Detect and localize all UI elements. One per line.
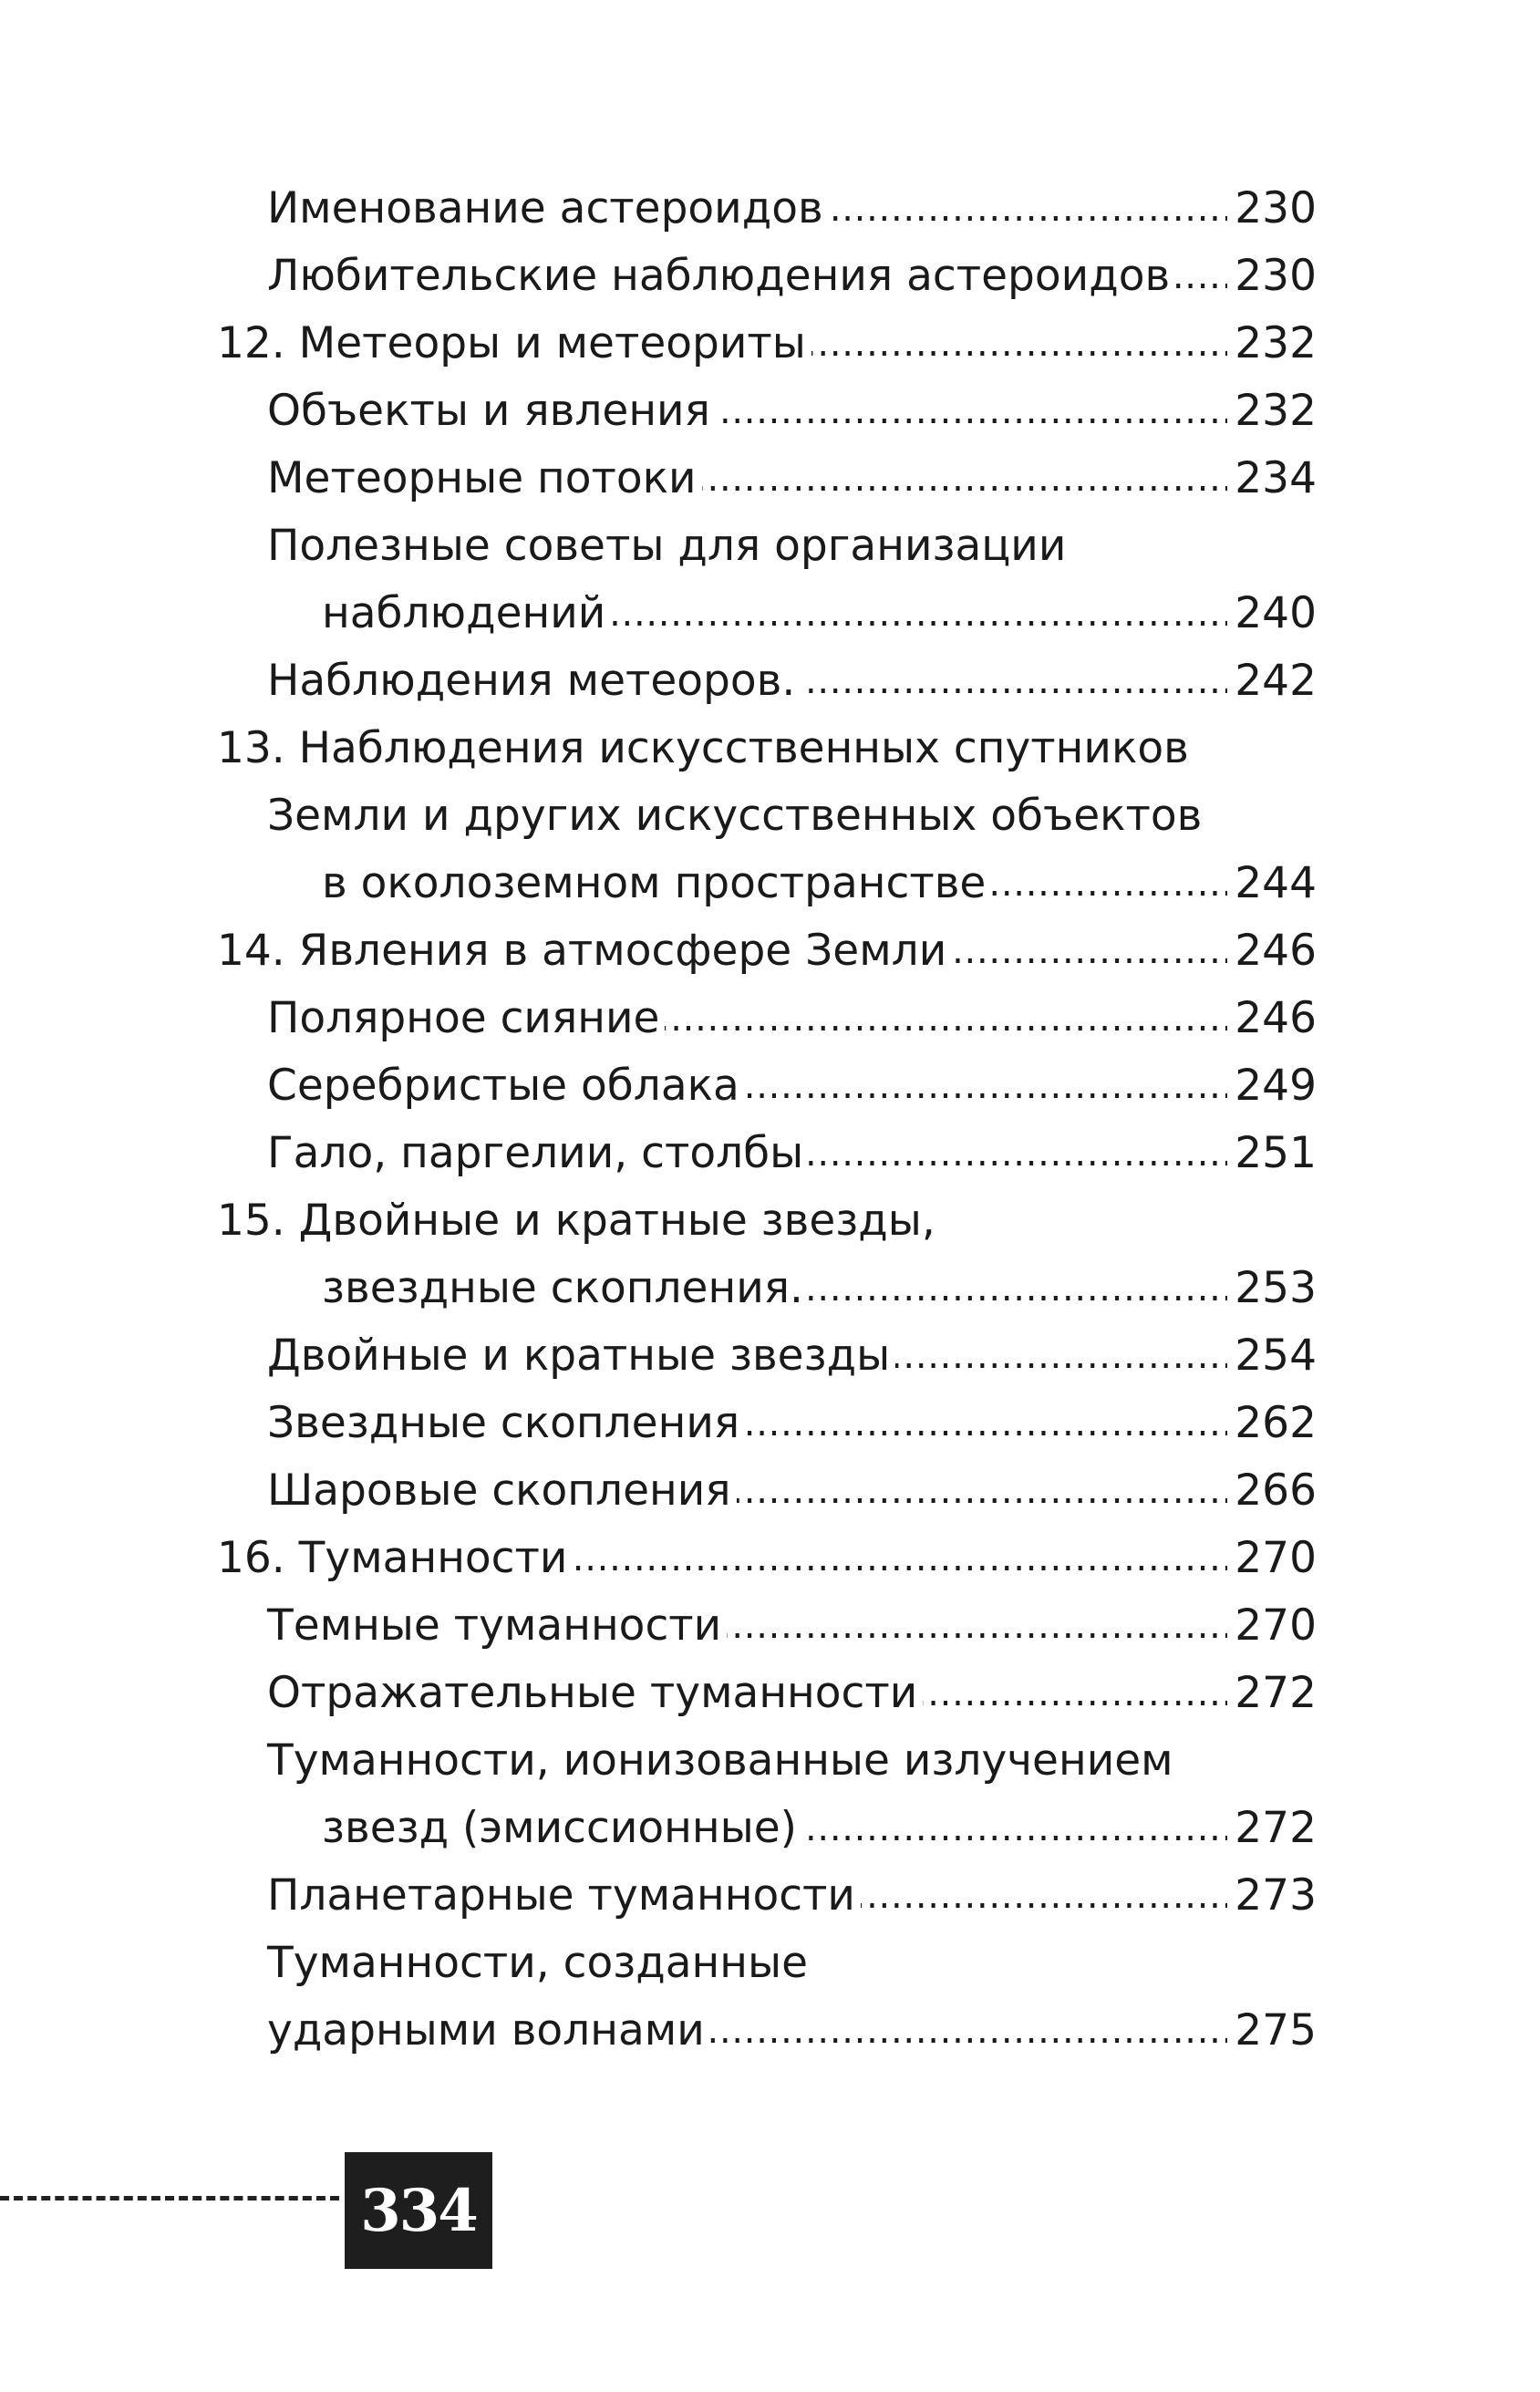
leader-dots [861, 1862, 1227, 1930]
leader-dots [716, 378, 1227, 445]
leader-dots [952, 917, 1227, 985]
toc-entry[interactable] [267, 378, 1317, 445]
toc-entry[interactable] [267, 985, 1317, 1052]
toc-entry-title: Шаровые скопления [267, 1465, 731, 1516]
toc-entry-title: наблюдений [322, 588, 606, 638]
toc-chapter[interactable] [322, 850, 1317, 917]
toc-entry-page: 272 [1235, 1668, 1317, 1718]
toc-entry-continued[interactable] [267, 513, 1317, 580]
toc-entry-title: Любительские наблюдения астероидов [267, 251, 1171, 301]
leader-dots [809, 1120, 1227, 1187]
toc-chapter-continued[interactable] [267, 782, 1317, 850]
toc-entry-page: 232 [1235, 318, 1317, 368]
toc-entry[interactable] [267, 1322, 1317, 1390]
toc-entry[interactable] [267, 445, 1317, 513]
leader-dots [745, 1052, 1227, 1120]
toc-entry-title: 15. Двойные и кратные звезды, [217, 1196, 935, 1246]
toc-chapter[interactable] [217, 917, 1317, 985]
toc-entry-title: Наблюдения метеоров. [267, 656, 796, 706]
toc-entry-title: Метеорные потоки [267, 453, 697, 503]
toc-entry-title: звездные скопления. [322, 1263, 803, 1313]
leader-dots [923, 1660, 1227, 1727]
toc-entry-title: Гало, паргелии, столбы [267, 1128, 804, 1178]
toc-entry[interactable] [267, 1660, 1317, 1727]
toc-entry-title: Полярное сияние [267, 993, 660, 1043]
toc-entry[interactable] [267, 1997, 1317, 2065]
toc-entry-title: Туманности, ионизованные излучением [267, 1735, 1173, 1786]
toc-entry[interactable] [267, 1390, 1317, 1457]
leader-dots [573, 1525, 1227, 1592]
toc-entry-page: 270 [1235, 1600, 1317, 1651]
toc-entry[interactable] [322, 580, 1317, 647]
leader-dots [802, 1795, 1227, 1862]
toc-entry-title: в околоземном пространстве [322, 858, 987, 908]
toc-chapter-continued[interactable] [217, 1187, 1317, 1255]
toc-entry-title: ударными волнами [267, 2005, 705, 2055]
toc-entry-page: 234 [1235, 453, 1317, 503]
toc-entry-continued[interactable] [267, 1727, 1317, 1795]
toc-entry[interactable] [322, 1795, 1317, 1862]
toc-entry-page: 272 [1235, 1803, 1317, 1853]
leader-dots [991, 850, 1227, 917]
toc-entry-title: Звездные скопления [267, 1398, 740, 1448]
leader-dots [665, 985, 1227, 1052]
toc-entry-title: Темные туманности [267, 1600, 722, 1651]
toc-entry[interactable] [267, 243, 1317, 310]
toc-entry-page: 262 [1235, 1398, 1317, 1448]
toc-entry[interactable] [267, 1120, 1317, 1187]
toc-entry-page: 253 [1235, 1263, 1317, 1313]
toc-entry-title: Планетарные туманности [267, 1870, 855, 1921]
toc-entry[interactable] [267, 1862, 1317, 1930]
toc-entry-page: 249 [1235, 1061, 1317, 1111]
toc-entry-title: Полезные советы для организации [267, 521, 1067, 571]
toc-entry-page: 244 [1235, 858, 1317, 908]
leader-dots [809, 1255, 1227, 1322]
toc-entry-page: 273 [1235, 1870, 1317, 1921]
footer-dashed-rule [0, 2196, 339, 2200]
toc-entry-page: 246 [1235, 993, 1317, 1043]
leader-dots [745, 1390, 1227, 1457]
toc-entry-title: Объекты и явления [267, 386, 710, 436]
toc-entry[interactable] [267, 1592, 1317, 1660]
toc-entry-continued[interactable] [267, 1930, 1317, 1997]
leader-dots [737, 1457, 1228, 1525]
toc-entry-title: 16. Туманности [217, 1533, 568, 1583]
toc-entry-page: 251 [1235, 1128, 1317, 1178]
toc-entry-title: Именование астероидов [267, 183, 823, 233]
toc-entry-title: Отражательные туманности [267, 1668, 918, 1718]
toc-entry[interactable] [267, 175, 1317, 243]
toc-chapter[interactable] [217, 1525, 1317, 1592]
toc-entry-page: 232 [1235, 386, 1317, 436]
leader-dots [801, 647, 1227, 715]
page-number: 334 [345, 2152, 492, 2269]
toc-entry[interactable] [267, 1052, 1317, 1120]
toc-entry-title: Туманности, созданные [267, 1938, 809, 1988]
toc-chapter[interactable] [217, 310, 1317, 378]
toc-entry-page: 230 [1235, 183, 1317, 233]
leader-dots [611, 580, 1227, 647]
toc-entry[interactable] [267, 1457, 1317, 1525]
leader-dots [811, 310, 1227, 378]
leader-dots [895, 1322, 1227, 1390]
toc-entry-title: Серебристые облака [267, 1061, 739, 1111]
toc-entry-page: 266 [1235, 1465, 1317, 1516]
leader-dots [710, 1997, 1228, 2065]
toc-entry-title: 12. Метеоры и метеориты [217, 318, 806, 368]
toc-chapter[interactable] [322, 1255, 1317, 1322]
toc-entry-page: 230 [1235, 251, 1317, 301]
toc-entry-title: 14. Явления в атмосфере Земли [217, 926, 947, 976]
toc-entry-page: 254 [1235, 1331, 1317, 1381]
toc-entry-title: Земли и других искусственных объектов [267, 791, 1203, 841]
toc-entry-title: Двойные и кратные звезды [267, 1331, 891, 1381]
toc-entry-page: 275 [1235, 2005, 1317, 2055]
leader-dots [727, 1592, 1227, 1660]
toc-entry-page: 242 [1235, 656, 1317, 706]
leader-dots [1175, 243, 1227, 310]
toc-entry-page: 270 [1235, 1533, 1317, 1583]
leader-dots [702, 445, 1228, 513]
toc-entry-page: 240 [1235, 588, 1317, 638]
toc-entry[interactable] [267, 647, 1317, 715]
leader-dots [829, 175, 1228, 243]
toc-entry-title: 13. Наблюдения искусственных спутников [217, 723, 1189, 773]
toc-entry-title: звезд (эмиссионные) [322, 1803, 797, 1853]
toc-entry-page: 246 [1235, 926, 1317, 976]
toc-chapter-continued[interactable] [217, 715, 1317, 782]
